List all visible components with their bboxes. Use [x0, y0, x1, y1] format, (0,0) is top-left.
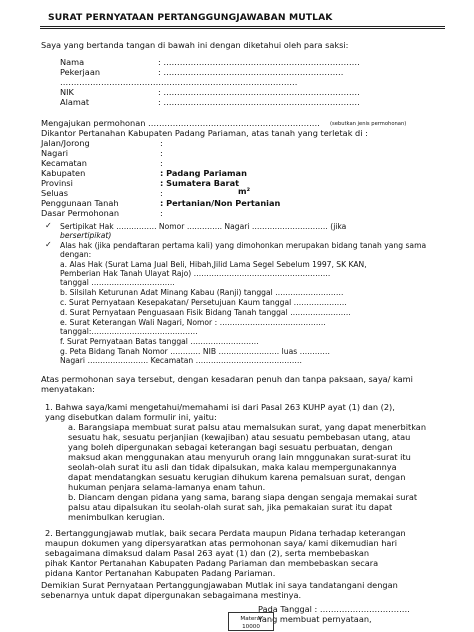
colon-jalan: :: [160, 138, 163, 148]
colon-kecamatan: :: [160, 158, 163, 168]
basis-a3: tanggal ……………………………: [60, 278, 175, 287]
label-kabupaten: Kabupaten: [41, 168, 86, 178]
value-nik: : ………………………………………………………………: [158, 87, 360, 97]
statement-p1a-2: sesuatu hak, sesuatu perjanjian (kewajiban) atau sesuatu pembebasan utang, atau: [68, 432, 411, 442]
label-dasar: Dasar Permohonan: [41, 208, 120, 218]
label-nama: Nama: [60, 57, 85, 67]
statement-intro2: menyatakan:: [41, 384, 95, 394]
signature-maker: Yang membuat pernyataan,: [258, 614, 372, 624]
statement-p1-2: yang disebutkan dalam formulir ini, yaitu:: [45, 412, 217, 422]
basis-g1: g. Peta Bidang Tanah Nomor ………… NIB …………………… luas …………: [60, 347, 330, 356]
materai-value: 10000: [242, 624, 260, 630]
label-penggunaan: Penggunaan Tanah: [41, 198, 119, 208]
basis-bullet2-line2: dengan:: [60, 250, 92, 259]
basis-e1: e. Surat Keterangan Wali Nagari, Nomor : ……………………………………: [60, 318, 326, 327]
checkbox-bullet-icon: ✓: [45, 240, 52, 249]
statement-p1b-2: palsu atau dipalsukan itu seolah-olah surat sah, jika pemakaian surat itu dapat: [68, 502, 393, 512]
statement-p2-3: sebagaimana dimaksud dalam Pasal 263 ayat (1) dan (2), serta membebaskan: [45, 548, 370, 558]
value-provinsi: : Sumatera Barat: [160, 178, 240, 188]
value-dots: ……………………………………………………………………………: [60, 77, 298, 87]
value-kabupaten: : Padang Pariaman: [160, 168, 247, 178]
label-jalan: Jalan/Jorong: [41, 138, 90, 148]
application-line2: Dikantor Pertanahan Kabupaten Padang Pariaman, atas tanah yang terletak di :: [41, 128, 368, 138]
statement-p1a-1: a. Barangsiapa membuat surat palsu atau memalsukan surat, yang dapat menerbitkan: [68, 422, 427, 432]
value-alamat: : ………………………………………………………………: [158, 97, 360, 107]
basis-bullet1-line2: bersertipikat): [60, 231, 112, 240]
statement-p2-1: 2. Bertanggungjawab mutlak, baik secara Perdata maupun Pidana terhadap keterangan: [45, 528, 406, 538]
title-rule-top: [40, 26, 445, 27]
materai-label: Materai: [240, 616, 262, 622]
value-seluas: :: [160, 188, 163, 198]
basis-f: f. Surat Pernyataan Batas tanggal ………………………: [60, 337, 259, 346]
application-line1: Mengajukan permohonan ………………………………………………………: [41, 118, 320, 128]
label-provinsi: Provinsi: [41, 178, 73, 188]
basis-a2: Pemberian Hak Tanah Ulayat Rajo) ………………………………………………: [60, 269, 331, 278]
value-pekerjaan: : …………………………………………………………: [158, 67, 344, 77]
statement-p1a-6: dapat mendatangkan sesuatu kerugian dihukum karena pemalsuan surat, dengan: [68, 472, 406, 482]
title-rule-bottom: [40, 28, 445, 29]
label-nik: NIK: [60, 87, 74, 97]
statement-p1-1: 1. Bahwa saya/kami mengetahui/memahami isi dari Pasal 263 KUHP ayat (1) dan (2),: [45, 402, 395, 412]
basis-a1: a. Alas Hak (Surat Lama Jual Beli, Hibah,Jilid Lama Segel Sebelum 1997, SK KAN,: [60, 260, 367, 269]
statement-p2-2: maupun dokumen yang dipersyaratkan atas permohonan saya/ kami dikemudian hari: [45, 538, 398, 548]
value-penggunaan: : Pertanian/Non Pertanian: [160, 198, 281, 208]
basis-d: d. Surat Pernyataan Penguasaan Fisik Bidang Tanah tanggal ……………………: [60, 308, 351, 317]
statement-p2-5: pidana Kantor Pertanahan Kabupaten Padang Pariaman.: [45, 568, 276, 578]
basis-bullet1-line1: Sertipikat Hak ……………. Nomor ………….. Nagari ………………………… (jika: [60, 222, 347, 231]
statement-p1b-1: b. Diancam dengan pidana yang sama, barang siapa dengan sengaja memakai surat: [68, 492, 418, 502]
document-title: SURAT PERNYATAAN PERTANGGUNGJAWABAN MUTLAK: [48, 12, 333, 23]
materai-stamp-box: [228, 612, 274, 631]
basis-e2: tanggal:……………………………………: [60, 327, 198, 336]
statement-p1a-3: yang boleh dipergunakan sebagai keterangan bagi sesuatu perbuatan, dengan: [68, 442, 393, 452]
statement-intro1: Atas permohonan saya tersebut, dengan kesadaran penuh dan tanpa paksaan, saya/ kami: [41, 374, 413, 384]
statement-p1a-4: maksud akan menggunakan atau menyuruh orang lain mnggunakan surat-surat itu: [68, 452, 411, 462]
statement-p1a-5: seolah-olah surat itu asli dan tidak dipalsukan, maka kalau mempergunakannya: [68, 462, 397, 472]
statement-p2-4: pihak Kantor Pertanahan Kabupaten Padang Pariaman dan membebaskan secara: [45, 558, 379, 568]
checkbox-bullet-icon: ✓: [45, 221, 52, 230]
statement-p1a-7: hukuman penjara selama-lamanya enam tahun.: [68, 482, 266, 492]
application-note: (sebutkan jenis permohonan): [330, 121, 407, 127]
basis-b: b. Silsilah Keturunan Adat Minang Kabau (Ranji) tanggal ………………………: [60, 288, 344, 297]
label-pekerjaan: Pekerjaan: [60, 67, 101, 77]
basis-c: c. Surat Pernyataan Kesepakatan/ Persetujuan Kaum tanggal …………………: [60, 298, 347, 307]
label-seluas: Seluas: [41, 188, 68, 198]
basis-g2: Nagari …………………… Kecamatan ……………………………………: [60, 356, 302, 365]
value-nama: : ………………………………………………………………: [158, 57, 360, 67]
seluas-unit: m²: [238, 186, 251, 196]
colon-dasar: :: [160, 208, 163, 218]
signature-date: Pada Tanggal : ……………………………: [258, 604, 410, 614]
statement-p1b-3: menimbulkan kerugian.: [68, 512, 165, 522]
label-alamat: Alamat: [60, 97, 90, 107]
label-nagari: Nagari: [41, 148, 68, 158]
intro-text: Saya yang bertanda tangan di bawah ini dengan diketahui oleh para saksi:: [41, 40, 349, 50]
closing-line2: sebenarnya untuk dapat dipergunakan sebagaimana mestinya.: [41, 590, 302, 600]
label-kecamatan: Kecamatan: [41, 158, 87, 168]
colon-nagari: :: [160, 148, 163, 158]
closing-line1: Demikian Surat Pernyataan Pertanggungjawaban Mutlak ini saya tandatangani dengan: [41, 580, 398, 590]
basis-bullet2-line1: Alas hak (jika pendaftaran pertama kali) yang dimohonkan merupakan bidang tanah yang sama: [60, 241, 427, 250]
